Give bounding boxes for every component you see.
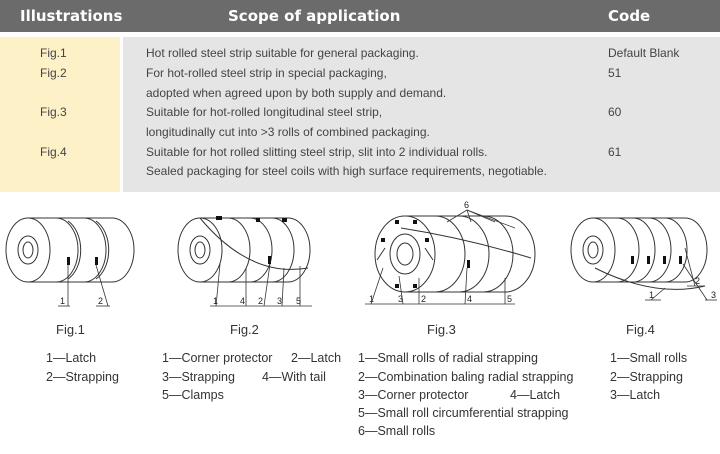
- fig4-legend-item: 1—Small rolls: [610, 351, 688, 365]
- fig2-legend-item: 5—Clamps: [162, 388, 224, 402]
- row-scope: Suitable for hot rolled slitting steel strip, slit into 2 individual rolls.: [146, 145, 488, 159]
- fig4-coil-drawing: [565, 208, 720, 316]
- fig3-coil-drawing: [355, 198, 555, 316]
- fig1-legend-item: 1—Latch: [46, 351, 97, 365]
- fig4-callout: 3: [711, 290, 717, 300]
- row-code: 51: [608, 66, 622, 80]
- fig3-callout: 6: [464, 200, 470, 210]
- fig1-callout: 1: [60, 296, 66, 306]
- row-scope-continued: longitudinally cut into >3 rolls of combined packaging.: [146, 125, 430, 139]
- fig2-coil-drawing: [170, 208, 330, 316]
- row-scope: Hot rolled steel strip suitable for general packaging.: [146, 46, 419, 60]
- fig3-callout: 4: [467, 294, 473, 304]
- fig4-callout: 2: [695, 276, 701, 286]
- fig2-callout: 2: [258, 296, 264, 306]
- row-code: Default Blank: [608, 46, 680, 60]
- row-fig: Fig.4: [40, 145, 67, 159]
- row-scope-continued: adopted when agreed upon by both supply and demand.: [146, 86, 447, 100]
- fig2-callout: 1: [213, 296, 219, 306]
- column-divider: [120, 37, 123, 192]
- fig1-label: Fig.1: [56, 322, 85, 337]
- fig3-callout: 2: [421, 294, 427, 304]
- row-code: 60: [608, 105, 622, 119]
- fig3-legend-item: 2—Combination baling radial strapping: [358, 370, 574, 384]
- row-fig: Fig.1: [40, 46, 67, 60]
- fig2-callout: 3: [277, 296, 283, 306]
- fig4-label: Fig.4: [626, 322, 655, 337]
- fig3-callout: 1: [369, 294, 375, 304]
- header-code: Code: [608, 7, 651, 25]
- fig3-legend-item: 3—Corner protector: [358, 388, 469, 402]
- fig3-legend-item: 1—Small rolls of radial strapping: [358, 351, 538, 365]
- header-illustrations: Illustrations: [20, 7, 123, 25]
- fig2-legend-item: 4—With tail: [262, 370, 326, 384]
- fig3-legend-item: 4—Latch: [510, 388, 561, 402]
- header-scope: Scope of application: [228, 7, 401, 25]
- fig3-label: Fig.3: [427, 322, 456, 337]
- row-scope-continued: Sealed packaging for steel coils with high surface requirements, negotiable.: [146, 164, 547, 178]
- row-fig: Fig.2: [40, 66, 67, 80]
- table-header: [0, 0, 720, 32]
- fig4-legend-item: 3—Latch: [610, 388, 661, 402]
- row-code: 61: [608, 145, 622, 159]
- fig2-callout: 4: [240, 296, 246, 306]
- fig3-callout: 5: [507, 294, 513, 304]
- row-scope: Suitable for hot-rolled longitudinal steel strip,: [146, 105, 383, 119]
- fig3-legend-item: 6—Small rolls: [358, 424, 436, 438]
- fig1-coil-drawing: [0, 208, 150, 316]
- fig2-callout: 5: [296, 296, 302, 306]
- fig2-label: Fig.2: [230, 322, 259, 337]
- fig3-callout: 3: [398, 294, 404, 304]
- fig4-callout: 1: [649, 290, 655, 300]
- fig4-legend-item: 2—Strapping: [610, 370, 683, 384]
- fig1-legend-item: 2—Strapping: [46, 370, 119, 384]
- fig2-legend-item: 3—Strapping: [162, 370, 235, 384]
- row-fig: Fig.3: [40, 105, 67, 119]
- fig2-legend-item: 1—Corner protector: [162, 351, 273, 365]
- fig2-legend-item: 2—Latch: [291, 351, 342, 365]
- fig1-callout: 2: [98, 296, 104, 306]
- row-scope: For hot-rolled steel strip in special packaging,: [146, 66, 387, 80]
- fig3-legend-item: 5—Small roll circumferential strapping: [358, 406, 569, 420]
